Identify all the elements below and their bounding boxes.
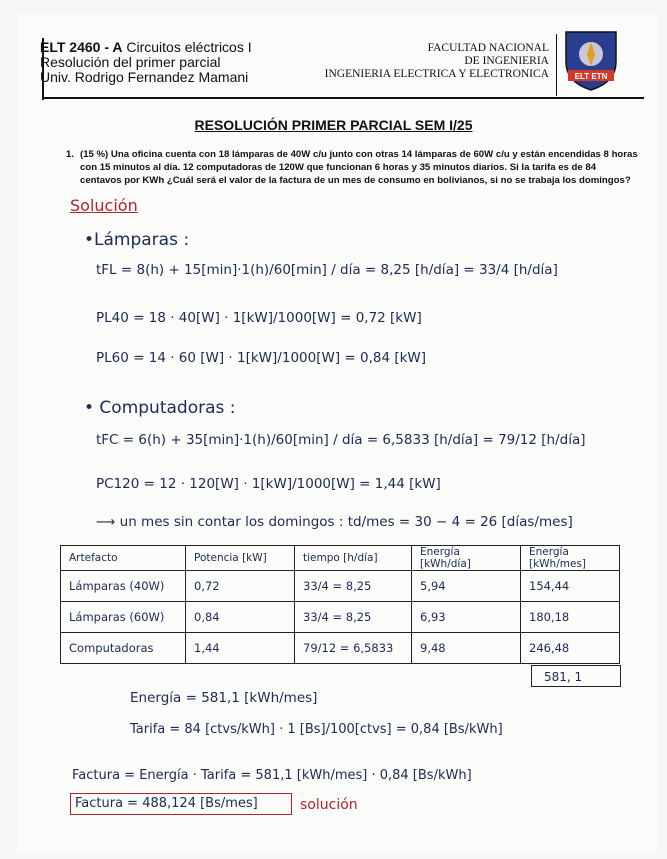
table-row <box>61 571 620 602</box>
table-row <box>61 633 620 664</box>
cell: 6,93 <box>412 602 521 633</box>
col-potencia: Potencia [kW] <box>186 546 295 571</box>
problem-number: 1. <box>66 149 75 160</box>
faculty-header <box>325 42 549 81</box>
col-artefacto: Artefacto <box>61 546 186 571</box>
days-per-month: ⟶ un mes sin contar los domingos : td/mes = 30 − 4 = 26 [días/mes] <box>96 514 573 530</box>
energy-table <box>60 545 620 664</box>
page-title: RESOLUCIÓN PRIMER PARCIAL SEM I/25 <box>194 117 473 133</box>
cell: 0,72 <box>186 571 295 602</box>
eq-pc120: PC120 = 12 · 120[W] · 1[kW]/1000[W] = 1,44 [kW] <box>96 476 441 492</box>
cell: 5,94 <box>412 571 521 602</box>
cell: 33/4 = 8,25 <box>295 571 412 602</box>
faculty-logo <box>562 28 620 92</box>
table-header-row <box>61 546 620 571</box>
eq-tfl: tFL = 8(h) + 15[min]·1(h)/60[min] / día = 8,25 [h/día] = 33/4 [h/día] <box>96 262 558 278</box>
faculty-line-2: DE INGENIERIA <box>464 55 549 67</box>
cell: Lámparas (40W) <box>61 571 186 602</box>
cell: Lámparas (60W) <box>61 602 186 633</box>
col-energia-dia: Energía [kWh/día] <box>412 546 521 571</box>
header-subtitle: Resolución del primer parcial <box>40 54 221 70</box>
course-header <box>40 40 252 85</box>
col-tiempo: tiempo [h/día] <box>295 546 412 571</box>
course-name: Circuitos eléctricos I <box>126 39 252 55</box>
header-rule <box>42 97 644 99</box>
cell: 246,48 <box>521 633 620 664</box>
cell: Computadoras <box>61 633 186 664</box>
cell: 0,84 <box>186 602 295 633</box>
faculty-line-3: INGENIERIA ELECTRICA Y ELECTRONICA <box>324 68 549 80</box>
course-code: ELT 2460 - A <box>40 39 123 55</box>
eq-p40: PL40 = 18 · 40[W] · 1[kW]/1000[W] = 0,72 [kW] <box>96 310 422 326</box>
cell: 79/12 = 6,5833 <box>295 633 412 664</box>
factura-final: Factura = 488,124 [Bs/mes] <box>75 796 258 811</box>
eq-p60: PL60 = 14 · 60 [W] · 1[kW]/1000[W] = 0,84 [kW] <box>96 350 427 366</box>
cell: 154,44 <box>521 571 620 602</box>
eq-tfc: tFC = 6(h) + 35[min]·1(h)/60[min] / día = 6,5833 [h/día] = 79/12 [h/día] <box>96 432 586 448</box>
table-row <box>61 602 620 633</box>
lamparas-heading: •Lámparas : <box>84 230 190 250</box>
cell: 9,48 <box>412 633 521 664</box>
col-energia-mes: Energía [kWh/mes] <box>521 546 620 571</box>
faculty-line-1: FACULTAD NACIONAL <box>427 42 549 54</box>
tarifa-result: Tarifa = 84 [ctvs/kWh] · 1 [Bs]/100[ctvs] = 0,84 [Bs/kWh] <box>130 722 503 737</box>
header-author: Univ. Rodrigo Fernandez Mamani <box>40 69 249 85</box>
energia-result: Energía = 581,1 [kWh/mes] <box>130 690 318 706</box>
solution-heading: Solución <box>70 196 138 215</box>
problem-text: (15 %) Una oficina cuenta con 18 lámparas de 40W c/u junto con otras 14 lámparas de 60W c/u y están encendidas 8 horas con 15 minutos al día. 12 computadoras de 120W que funcionan 6 horas y 35 minutos diarios. Si la tarifa es de 84 centavos por KWh ¿Cuál será el valor de la factura de un mes de consumo en bolivianos, si no se trabaja los domingos? <box>80 149 638 186</box>
cell: 33/4 = 8,25 <box>295 602 412 633</box>
header-right-bar <box>556 34 557 96</box>
cell: 180,18 <box>521 602 620 633</box>
problem-statement <box>66 148 640 187</box>
solucion-label: solución <box>300 797 358 813</box>
cell: 1,44 <box>186 633 295 664</box>
energy-total: 581, 1 <box>531 665 621 687</box>
logo-text: ELT ETN <box>574 72 608 81</box>
factura-equation: Factura = Energía · Tarifa = 581,1 [kWh/mes] · 0,84 [Bs/kWh] <box>72 768 472 783</box>
computadoras-heading: • Computadoras : <box>84 398 236 418</box>
